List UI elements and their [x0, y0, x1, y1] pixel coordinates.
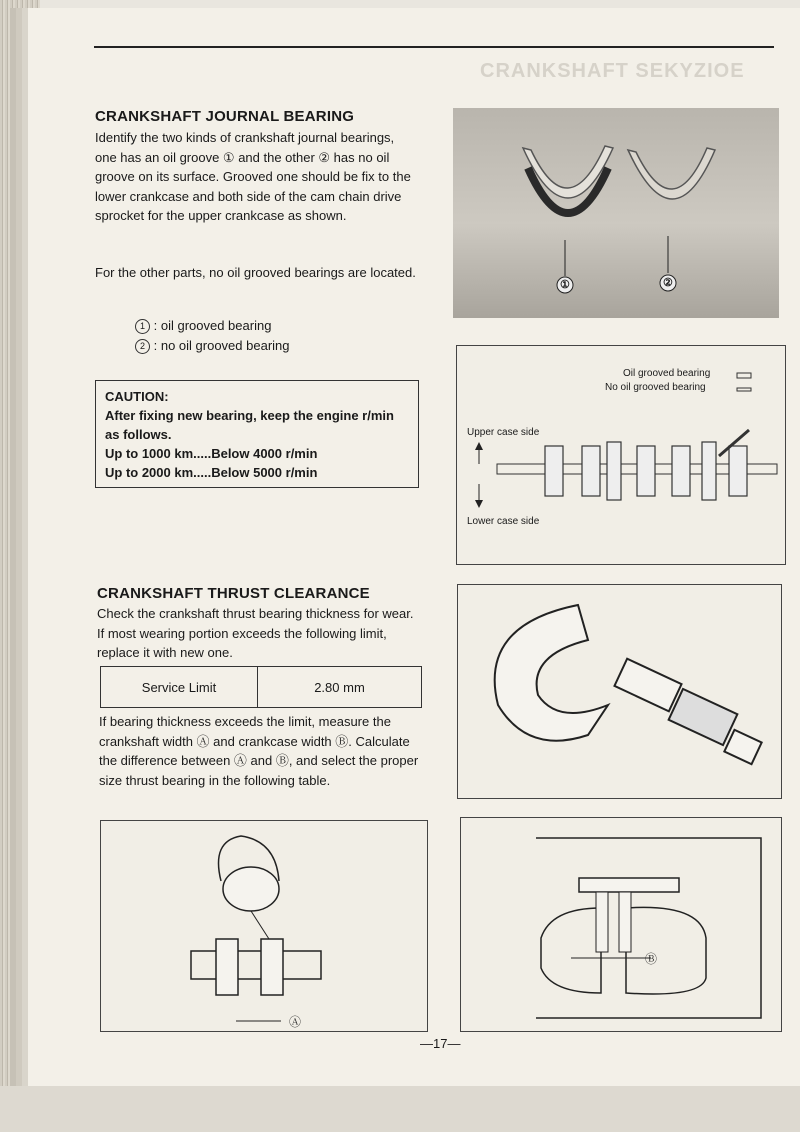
legend-no-oil-grooved: No oil grooved bearing [605, 382, 706, 393]
legend-text: : oil grooved bearing [153, 318, 272, 333]
journal-paragraph-2: For the other parts, no oil grooved bearings are located. [95, 265, 416, 280]
header-rule [94, 46, 774, 48]
case-callout-b: Ⓑ [645, 952, 658, 966]
bleed-through-text: CRANKSHAFT SEKYZIOE [480, 60, 745, 82]
crankshaft-width-drawing [101, 821, 429, 1033]
crank-diagram-drawing [457, 346, 787, 566]
bearing-photo [453, 108, 779, 318]
photo-callout-1: ① [560, 279, 570, 291]
caution-box [95, 380, 419, 488]
service-limit-value: 2.80 mm [258, 667, 422, 708]
crankshaft-width-figure [100, 820, 428, 1032]
crankcase-width-drawing [461, 818, 783, 1033]
photo-callout-2: ② [663, 277, 673, 289]
journal-heading: CRANKSHAFT JOURNAL BEARING [95, 108, 355, 125]
thrust-paragraph-1: Check the crankshaft thrust bearing thickness for wear. If most wearing portion exceeds the following limit, replace it with new one. [97, 606, 414, 660]
service-limit-table [100, 666, 422, 708]
scan-background [0, 1086, 800, 1132]
bearing-photo-drawing [453, 108, 779, 318]
micrometer-drawing [458, 585, 783, 800]
caution-title: CAUTION: [105, 389, 169, 404]
crank-bearing-diagram [456, 345, 786, 565]
service-limit-label: Service Limit [101, 667, 258, 708]
upper-case-side-label: Upper case side [467, 427, 540, 438]
callout-number: 2 [135, 339, 150, 354]
legend-oil-grooved: Oil grooved bearing [623, 368, 711, 379]
legend-item-2 [135, 338, 290, 354]
page-number: —17— [420, 1036, 461, 1051]
callout-number: 1 [135, 319, 150, 334]
thrust-heading: CRANKSHAFT THRUST CLEARANCE [97, 585, 370, 602]
caution-line-1: After fixing new bearing, keep the engine r/min as follows. [105, 408, 394, 442]
micrometer-figure [457, 584, 782, 799]
crankcase-width-figure [460, 817, 782, 1032]
width-callout-a: Ⓐ [289, 1015, 302, 1029]
caution-line-3: Up to 2000 km.....Below 5000 r/min [105, 465, 318, 480]
caution-line-2: Up to 1000 km.....Below 4000 r/min [105, 446, 318, 461]
journal-paragraph-1: Identify the two kinds of crankshaft journal bearings, one has an oil groove ① and the other ② has no oil groove on its surface. Grooved one should be fix to the lower crankcase and both side of the cam chain drive sprocket for the upper crankcase as shown. [95, 130, 411, 223]
legend-item-1 [135, 318, 271, 334]
thrust-paragraph-2: If bearing thickness exceeds the limit, measure the crankshaft width Ⓐ and crankcase width Ⓑ. Calculate the difference between Ⓐ and Ⓑ, and select the proper size thrust bearing in the following table. [99, 714, 419, 788]
lower-case-side-label: Lower case side [467, 516, 540, 527]
legend-text: : no oil grooved bearing [153, 338, 290, 353]
